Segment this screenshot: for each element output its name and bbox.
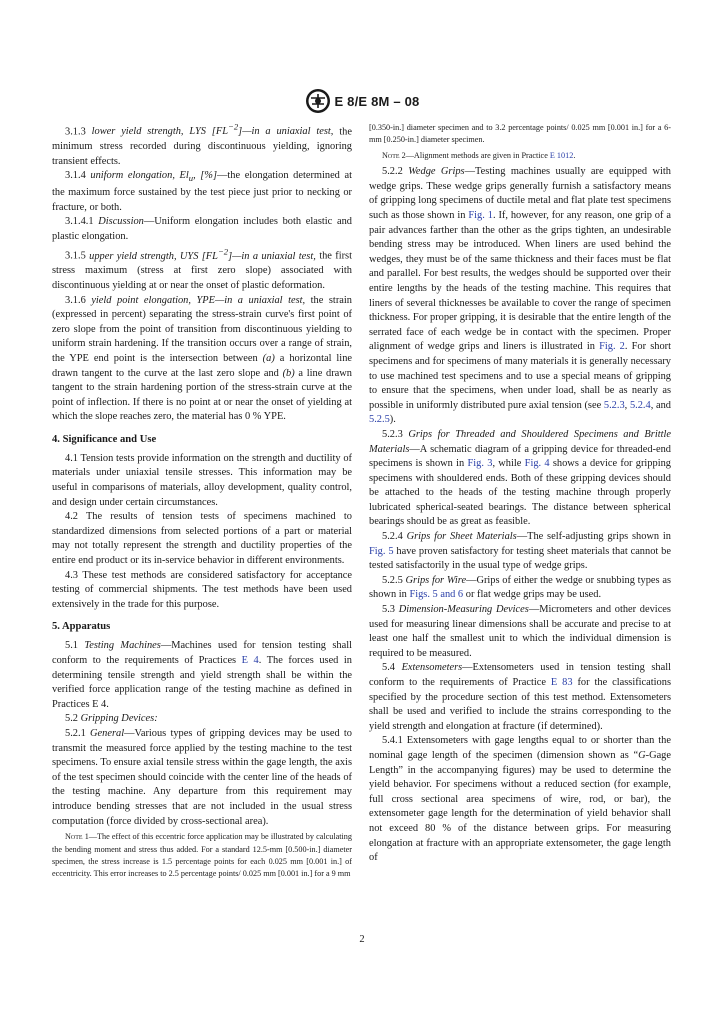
reference-link-e4[interactable]: E 4 bbox=[241, 655, 259, 667]
paragraph-5-2-1: 5.2.1 General—Various types of gripping devices may be used to transmit the measured force applied by the testing machine to the test specimens. To ensure axial tensile stress within the gage length, the axis of the test specimen should coincide with the center line of the heads of the testing machine. Any departure from this requirement may introduce bending stresses that are not included in the usual stress computation (force divided by cross-sectional area). bbox=[52, 727, 352, 827]
paragraph-3-1-4 bbox=[52, 169, 352, 215]
section-number: 5.2.1 bbox=[65, 727, 86, 739]
term: Grips for Wire bbox=[405, 574, 467, 586]
paragraph-4-2: 4.2 The results of tension tests of specimens machined to standardized dimensions from selected portions of a part or material may not totally represent the strength and ductility properties of the entire end product or its in-service behavior in different environments. bbox=[52, 511, 352, 567]
paragraph-5-1: 5.1 Testing Machines—Machines used for tension testing shall conform to the requirements of Practices E 4. The forces used in determining tensile strength and yield strength shall be within the verified force application range of the testing machine as defined in Practices E 4. bbox=[52, 640, 352, 710]
figure-link-fig2[interactable]: Fig. 2 bbox=[599, 341, 625, 353]
section-number: 5.3 bbox=[382, 604, 395, 616]
section-number: 5.2.2 bbox=[382, 166, 403, 178]
figure-link-fig4[interactable]: Fig. 4 bbox=[524, 458, 550, 470]
term: Dimension-Measuring Devices bbox=[398, 604, 529, 616]
page-header bbox=[0, 88, 724, 114]
section-number: 3.1.3 bbox=[65, 126, 86, 138]
section-number: 5.4 bbox=[382, 662, 395, 674]
section-number: 5.2 bbox=[65, 713, 78, 725]
section-number: 5.2.5 bbox=[382, 574, 403, 586]
section-number: 3.1.5 bbox=[65, 250, 86, 262]
section-number: 3.1.4 bbox=[65, 170, 86, 182]
term: Wedge Grips bbox=[408, 166, 465, 178]
term: General bbox=[90, 727, 125, 739]
figure-link-fig5[interactable]: Fig. 5 bbox=[369, 545, 394, 557]
term: Gripping Devices: bbox=[80, 713, 158, 725]
paragraph-3-1-5 bbox=[52, 244, 352, 293]
section-heading-significance: 4. Significance and Use bbox=[52, 433, 157, 445]
paragraph-5-4: 5.4 Extensometers—Extensometers used in tension testing shall conform to the requirements of Practice E 83 for the classifications specified by the procedure section of this test method. Extensometers shall be used and verified to include the strains corresponding to the yield strength and elongation at fracture (if determined). bbox=[369, 662, 671, 732]
term: lower yield strength, LYS $[FL^{-2}]—in$ a uniaxial test, bbox=[91, 122, 334, 138]
definition-text: —the elongation determined at the maximum force sustained by the test piece just prior to necking or fracture, or both. bbox=[52, 170, 352, 213]
note-1-continued: [0.350-in.] diameter specimen and to 3.2 percentage points/ 0.025 mm [0.001 in.] for a 6-mm [0.250-in.] diameter specimen. bbox=[369, 123, 671, 145]
paragraph-3-1-6: 3.1.6 yield point elongation, YPE—in a uniaxial test, the strain (expressed in percent) separating the stress-strain curve's first point of zero slope from the point of transition from discontinuous yielding to uniform strain hardening. If the transition occurs over a range of strain, the YPE end point is the intersection between (a) a horizontal line drawn tangent to the curve at the last zero slope and (b) a line drawn tangent to the strain hardening portion of the stress-strain curve at the point of inflection. If there is no point at or near the onset of yielding at which the slope reaches zero, the material has 0 % YPE. bbox=[52, 294, 352, 423]
term: Extensometers bbox=[401, 662, 463, 674]
reference-link-e83[interactable]: E 83 bbox=[550, 677, 573, 688]
reference-link-e1012[interactable]: E 1012 bbox=[549, 150, 574, 160]
right-column bbox=[369, 120, 671, 866]
term: Grips for Sheet Materials bbox=[406, 531, 517, 543]
section-number: 3.1.6 bbox=[65, 294, 86, 306]
paragraph-3-1-3 bbox=[52, 120, 352, 169]
definition-text: the first stress maximum (stress at first zero slope) associated with discontinuous yielding at or near the onset of plastic deformation. bbox=[52, 250, 352, 291]
definition-text: —Uniform elongation includes both elastic and plastic elongation. bbox=[52, 216, 352, 242]
figure-link-fig3[interactable]: Fig. 3 bbox=[467, 458, 493, 470]
paragraph-4-3: 4.3 These test methods are considered satisfactory for acceptance testing of commercial shipments. The test methods have been used extensively in the trade for this purpose. bbox=[52, 569, 352, 610]
term: Grips for Threaded and Shouldered Specimens and Brittle Materials bbox=[369, 428, 671, 455]
paragraph-5-2-5: 5.2.5 Grips for Wire—Grips of either the wedge or snubbing types as shown in Figs. 5 and 6 or flat wedge grips may be used. bbox=[369, 574, 671, 601]
paragraph-5-3: 5.3 Dimension-Measuring Devices—Micrometers and other devices used for measuring linear dimensions shall be accurate and precise to at least one half the smallest unit to which the individual dimension is required to be measured. bbox=[369, 604, 671, 659]
paragraph-4-1: 4.1 Tension tests provide information on the strength and ductility of materials under uniaxial tensile stresses. This information may be useful in comparisons of materials, alloy development, quality control, and design under certain circumstances. bbox=[52, 452, 352, 508]
section-link-5-2-4[interactable]: 5.2.4 bbox=[629, 399, 651, 411]
paragraph-5-2-2: 5.2.2 Wedge Grips—Testing machines usually are equipped with wedge grips. These wedge grips generally furnish a satisfactory means of gripping long specimens of ductile metal and flat plate test specimens such as those shown in Fig. 1. If, however, for any reason, one grip of a pair advances farther than the other as the grips tighten, an undesirable bending stress may be introduced. When liners are used behind the wedges, they must be of the same thickness and their faces must be flat and parallel. For best results, the wedges should be supported over their entire lengths by the heads of the testing machine. This requires that liners of several thicknesses be available to cover the range of specimen thickness. For proper gripping, it is desirable that the entire length of the serrated face of each wedge be in contact with the specimen. Proper alignment of wedge grips and liners is illustrated in Fig. 2. For short specimens and for specimens of many materials it is generally necessary to use machined test specimens and to use a special means of gripping to ensure that the specimens, when under load, shall be as nearly as possible in uniformly distributed pure axial tension (see 5.2.3, 5.2.4, and 5.2.5). bbox=[369, 166, 671, 426]
term: Testing Machines bbox=[84, 640, 161, 652]
astm-logo bbox=[305, 88, 331, 114]
paragraph-5-2-4: 5.2.4 Grips for Sheet Materials—The self-adjusting grips shown in Fig. 5 have proven satisfactory for testing sheet materials that cannot be tested satisfactorily in the usual type of wedge grips. bbox=[369, 531, 671, 572]
paragraph-5-2 bbox=[52, 712, 352, 727]
section-number: 5.2.4 bbox=[382, 531, 403, 543]
note-1: Note 1—The effect of this eccentric force application may be illustrated by calculating the bending moment and stress thus added. For a standard 12.5-mm [0.500-in.] diameter specimen, the stress increase is 1.5 percentage points for each 0.025 mm [0.001 in.] of eccentricity. This error increases to 2.5 percentage points/ 0.025 mm [0.001 in.] for a 9 mm bbox=[52, 832, 352, 879]
section-number: 3.1.4.1 bbox=[65, 216, 94, 228]
term: Discussion bbox=[98, 216, 144, 228]
standard-designation: E 8/E 8M – 08 bbox=[334, 93, 420, 109]
term: upper yield strength, UYS $[FL^{-2}]—in$ a uniaxial test, bbox=[89, 246, 316, 262]
note-label: Note 1 bbox=[65, 832, 89, 842]
definition-text: the minimum stress recorded during discontinuous yielding, ignoring transient effects. bbox=[52, 126, 352, 167]
section-link-5-2-3[interactable]: 5.2.3 bbox=[603, 399, 625, 411]
note-label: Note 2 bbox=[382, 150, 406, 160]
left-column bbox=[52, 120, 352, 881]
paragraph-3-1-4-1 bbox=[52, 215, 352, 244]
page-number: 2 bbox=[359, 934, 365, 945]
term: uniform elongation, $El_u$, [%] bbox=[90, 170, 218, 184]
paragraph-5-4-1: 5.4.1 Extensometers with gage lengths equal to or shorter than the nominal gage length of the specimen (dimension shown as “G-Gage Length” in the accompanying figures) may be used to determine the yield behavior. For specimens without a reduced section (for example, full cross sectional area specimens of wire, rod, or bar), the extensometer gage length for the determination of yield behavior shall not exceed 80 % of the distance between grips. For measuring elongation at fracture with an appropriate extensometer, the gage length of bbox=[369, 735, 671, 864]
figure-link-figs5-6[interactable]: Figs. 5 and 6 bbox=[409, 589, 464, 601]
term: yield point elongation, YPE—in a uniaxial test, bbox=[91, 294, 306, 306]
paragraph-5-2-3: 5.2.3 Grips for Threaded and Shouldered Specimens and Brittle Materials—A schematic diagram of a gripping device for threaded-end specimens is shown in Fig. 3, while Fig. 4 shows a device for gripping specimens with shouldered ends. Both of these gripping devices should be attached to the heads of the testing machine through properly lubricated spherical-seated bearings. The distance between spherical bearings should be as great as feasible. bbox=[369, 428, 671, 528]
section-number: 5.2.3 bbox=[382, 428, 403, 440]
section-number: 5.1 bbox=[65, 640, 78, 652]
section-heading-apparatus: 5. Apparatus bbox=[52, 621, 111, 633]
note-2: Note 2—Alignment methods are given in Practice E 1012. bbox=[382, 150, 576, 160]
section-link-5-2-5[interactable]: 5.2.5 bbox=[369, 414, 390, 426]
figure-link-fig1[interactable]: Fig. 1 bbox=[468, 210, 493, 221]
